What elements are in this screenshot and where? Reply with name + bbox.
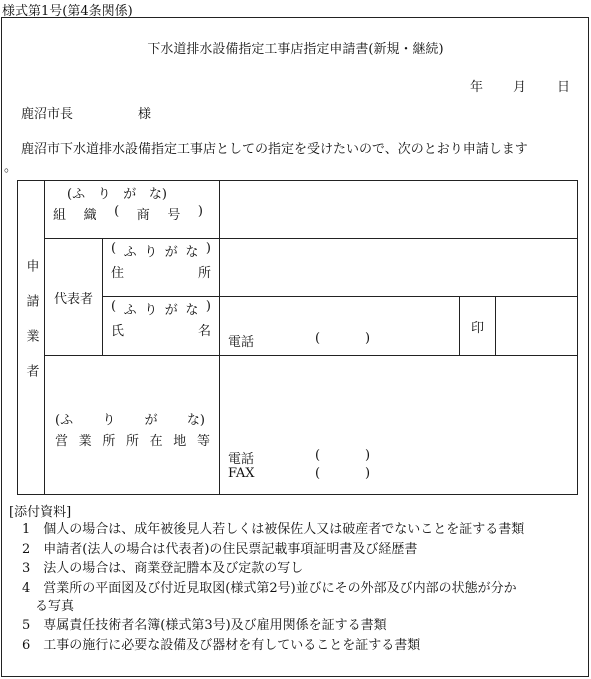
intro-text-line1: 鹿沼市下水道排水設備指定工事店としての指定を受けたいので、次のとおり申請します (21, 142, 528, 157)
attachment-item-4: 4 営業所の平面図及び付近見取図(様式第2号)並びにその外部及び内部の状態が分か (22, 581, 517, 596)
rep-label: 代表者 (53, 291, 93, 307)
attachment-item-2: 2 申請者(法人の場合は代表者)の住民票記載事項証明書及び経歴書 (22, 542, 418, 557)
seal-label: 印 (470, 320, 484, 336)
name-label: 氏 名 (111, 324, 211, 339)
office-fax-paren-close: ) (365, 466, 371, 481)
date-month: 月 (513, 80, 527, 95)
intro-text-line2: 。 (4, 160, 18, 175)
attachment-item-4-cont: る写真 (22, 599, 75, 614)
attachment-item-6: 6 工事の施行に必要な設備及び器材を有していることを証する書類 (22, 638, 421, 653)
rep-phone-paren-open: ( (315, 331, 321, 346)
applicant-label: 申請業者 (23, 259, 39, 399)
rep-name-value-cell (220, 297, 460, 356)
attachment-item-1: 1 個人の場合は、成年被後見人若しくは被保佐人又は破産者でないことを証する書類 (22, 522, 525, 537)
attachment-item-5: 5 専属責任技術者名簿(様式第3号)及び雇用関係を証する書類 (22, 618, 387, 633)
name-furigana: ( ふ り が な ) (111, 299, 211, 318)
org-label-cell (45, 181, 220, 239)
rep-address-value-cell (220, 239, 578, 297)
seal-value-cell (496, 297, 578, 356)
office-fax-label: FAX (228, 466, 255, 481)
org-furigana: (ふ り が な) (67, 187, 167, 202)
rep-phone-paren-close: ) (365, 331, 371, 346)
office-phone-label: 電話 (228, 452, 255, 467)
rep-label-cell (45, 239, 103, 356)
applicant-label-cell (18, 181, 45, 495)
attachments-heading: [添付資料] (9, 505, 72, 520)
office-phone-paren-open: ( (315, 448, 321, 463)
office-label-cell (45, 356, 220, 495)
office-phone-paren-close: ) (365, 448, 371, 463)
office-fax-paren-open: ( (315, 466, 321, 481)
form-title: 下水道排水設備指定工事店指定申請書(新規・継続) (147, 42, 444, 57)
addressee-name: 鹿沼市長 (21, 107, 74, 122)
org-label: 組 織 ( 商 号 ) (53, 204, 203, 223)
rep-address-label-cell (103, 239, 220, 297)
org-value-cell (220, 181, 578, 239)
office-value-cell (220, 356, 578, 495)
office-label: 営 業 所 所 在 地 等 (55, 434, 210, 449)
rep-phone-label: 電話 (228, 335, 255, 350)
addr-furigana: ( ふ り が な ) (111, 241, 211, 260)
addr-label: 住 所 (111, 266, 211, 281)
office-furigana: (ふ り が な) (55, 413, 205, 428)
attachment-item-3: 3 法人の場合は、商業登記謄本及び定款の写し (22, 561, 304, 576)
date-day: 日 (557, 80, 571, 95)
date-year: 年 (470, 80, 484, 95)
form-number: 様式第1号(第4条関係) (2, 4, 133, 19)
addressee-honorific: 様 (138, 107, 152, 122)
seal-cell (460, 297, 496, 356)
rep-name-label-cell (103, 297, 220, 356)
application-table (17, 180, 578, 495)
